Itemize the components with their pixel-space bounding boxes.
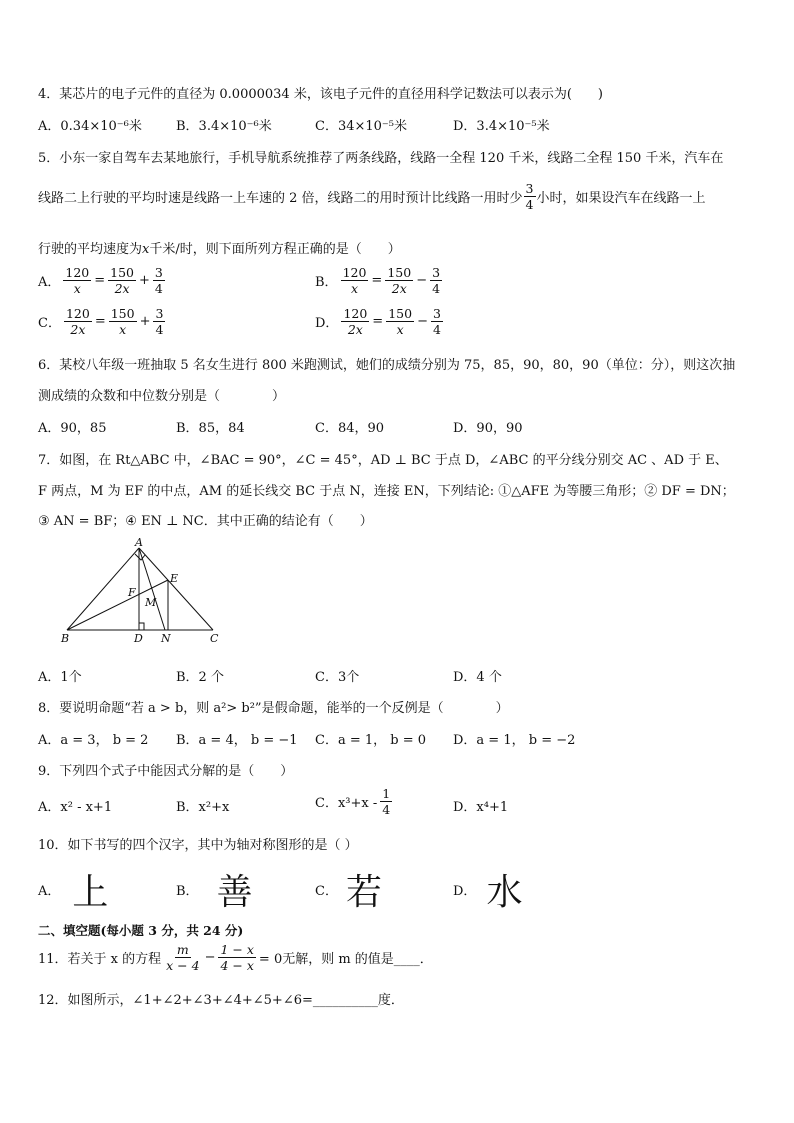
chinese-character: 善 bbox=[216, 872, 253, 913]
q5-option-d: D． $\frac{120}{2x}$ = $\frac{150}{x}$ − $\frac{3}{4}$ bbox=[315, 306, 441, 337]
q5-fraction bbox=[524, 181, 536, 212]
q7-option-b: B．2 个 bbox=[176, 670, 224, 685]
option-label: D． bbox=[315, 316, 339, 331]
q7-option-d: D．4 个 bbox=[453, 670, 502, 685]
q5-line3 bbox=[38, 238, 401, 257]
q11-operator: − bbox=[204, 950, 216, 965]
q5-line2-text-b: 小时，如果设汽车在线路一上 bbox=[536, 191, 706, 206]
q7-line3: ③ AN = BF；④ EN ⊥ NC．其中正确的结论有（ ） bbox=[38, 514, 373, 529]
q8-option-d: D．a = 1， b = −2 bbox=[453, 733, 576, 748]
q9-option-d: D．x⁴+1 bbox=[453, 800, 509, 815]
q12-line: 12．如图所示，∠1+∠2+∠3+∠4+∠5+∠6=__________度． bbox=[38, 993, 404, 1008]
option-label: A． bbox=[38, 275, 61, 290]
q5-variable: x bbox=[142, 242, 150, 257]
chinese-character: 若 bbox=[345, 872, 382, 913]
q10-stem: 10．如下书写的四个汉字，其中为轴对称图形的是（ ） bbox=[38, 838, 358, 853]
option-label: B． bbox=[176, 884, 199, 899]
segment-an bbox=[139, 548, 165, 630]
label-n: N bbox=[161, 632, 171, 645]
chinese-character: 水 bbox=[486, 872, 523, 913]
label-f: F bbox=[128, 586, 136, 599]
option-label: B． bbox=[315, 275, 338, 290]
angle-mark-a bbox=[135, 554, 145, 560]
q7-line1: 7．如图，在 Rt△ABC 中，∠BAC = 90°，∠C = 45°，AD ⊥ BC 于点 D，∠ABC 的平分线分别交 AC 、AD 于 E、 bbox=[38, 453, 728, 468]
option-label: C． bbox=[315, 884, 338, 899]
q9-option-c-text: C．x³+x - bbox=[315, 796, 378, 811]
chinese-character: 上 bbox=[72, 872, 109, 913]
right-angle-mark bbox=[139, 623, 144, 630]
q7-option-c: C．3个 bbox=[315, 670, 360, 685]
q4-stem: 4．某芯片的电子元件的直径为 0.0000034 米，该电子元件的直径用科学记数法可以表示为( ) bbox=[38, 87, 603, 102]
q6-option-b: B．85，84 bbox=[176, 421, 245, 436]
q6-option-a: A．90，85 bbox=[38, 421, 107, 436]
q5-option-a: A． $\frac{120}{x}$ = $\frac{150}{2x}$ + $\frac{3}{4}$ bbox=[38, 265, 163, 296]
label-m: M bbox=[145, 596, 157, 609]
q11-fraction-2: $\frac{1 - x}{4 - x}$ bbox=[220, 942, 254, 973]
q5-option-b: B． $\frac{120}{x}$ = $\frac{150}{2x}$ − $\frac{3}{4}$ bbox=[315, 265, 441, 296]
q5-line2 bbox=[38, 181, 706, 212]
q11-text-post: = 0无解，则 m 的值是____． bbox=[258, 952, 433, 967]
option-label: D． bbox=[453, 884, 477, 899]
q8-option-a: A．a = 3， b = 2 bbox=[38, 733, 149, 748]
q10-option-a bbox=[38, 864, 108, 915]
q4-option-c: C．34×10⁻⁵米 bbox=[315, 119, 407, 134]
option-label: A． bbox=[38, 884, 61, 899]
q9-option-a: A．x² - x+1 bbox=[38, 800, 113, 815]
q8-stem: 8．要说明命题“若 a > b，则 a²> b²”是假命题，能举的一个反例是（ ） bbox=[38, 701, 509, 716]
q6-option-c: C．84，90 bbox=[315, 421, 385, 436]
label-b: B bbox=[61, 632, 70, 645]
label-d: D bbox=[134, 632, 143, 645]
q6-option-d: D．90，90 bbox=[453, 421, 523, 436]
q10-option-d bbox=[453, 864, 522, 915]
label-c: C bbox=[210, 632, 219, 645]
section-heading: 二、填空题(每小题 3 分，共 24 分) bbox=[38, 923, 244, 938]
q9-option-c-fraction: $\frac{1}{4}$ bbox=[382, 786, 391, 817]
q4-option-b: B．3.4×10⁻⁶米 bbox=[176, 119, 272, 134]
q6-line1: 6．某校八年级一班抽取 5 名女生进行 800 米跑测试，她们的成绩分别为 75，85，90，80，90（单位：分），则这次抽 bbox=[38, 358, 736, 373]
q11-text-pre: 11．若关于 x 的方程 bbox=[38, 952, 162, 967]
q10-option-b bbox=[176, 864, 253, 915]
q9-option-c bbox=[315, 786, 393, 817]
q8-option-c: C．a = 1， b = 0 bbox=[315, 733, 427, 748]
q4-option-d: D．3.4×10⁻⁵米 bbox=[453, 119, 550, 134]
option-label: C． bbox=[38, 316, 61, 331]
q6-line2: 测成绩的众数和中位数分别是（ ） bbox=[38, 389, 286, 404]
q10-option-c bbox=[315, 864, 382, 915]
q5-line3-text-b: 千米/时，则下面所列方程正确的是（ ） bbox=[149, 242, 401, 257]
label-a: A bbox=[135, 538, 143, 549]
q5-option-c: C． $\frac{120}{2x}$ = $\frac{150}{x}$ + $\frac{3}{4}$ bbox=[38, 306, 164, 337]
q8-option-b: B．a = 4， b = −1 bbox=[176, 733, 298, 748]
q11-fraction-1: $\frac{m}{x - 4}$ bbox=[166, 942, 200, 973]
q7-triangle-figure bbox=[55, 538, 230, 645]
fraction-numerator: 3 bbox=[525, 181, 534, 196]
q7-option-a: A．1个 bbox=[38, 670, 82, 685]
label-e: E bbox=[170, 572, 179, 585]
q4-option-a: A．0.34×10⁻⁶米 bbox=[38, 119, 142, 134]
q5-line3-text-a: 行驶的平均速度为 bbox=[38, 242, 143, 257]
q5-line2-text-a: 线路二上行驶的平均时速是线路一上车速的 2 倍，线路二的用时预计比线路一用时少 bbox=[38, 191, 523, 206]
q5-line1: 5．小东一家自驾车去某地旅行，手机导航系统推荐了两条线路，线路一全程 120 千米，线路二全程 150 千米，汽车在 bbox=[38, 151, 724, 166]
q7-line2: F 两点，M 为 EF 的中点，AM 的延长线交 BC 于点 N，连接 EN，下列结论: ①△AFE 为等腰三角形；② DF = DN； bbox=[38, 484, 735, 499]
q11-line bbox=[38, 942, 433, 973]
q9-option-b: B．x²+x bbox=[176, 800, 230, 815]
fraction-denominator: 4 bbox=[525, 197, 534, 212]
q9-stem: 9．下列四个式子中能因式分解的是（ ） bbox=[38, 764, 294, 779]
